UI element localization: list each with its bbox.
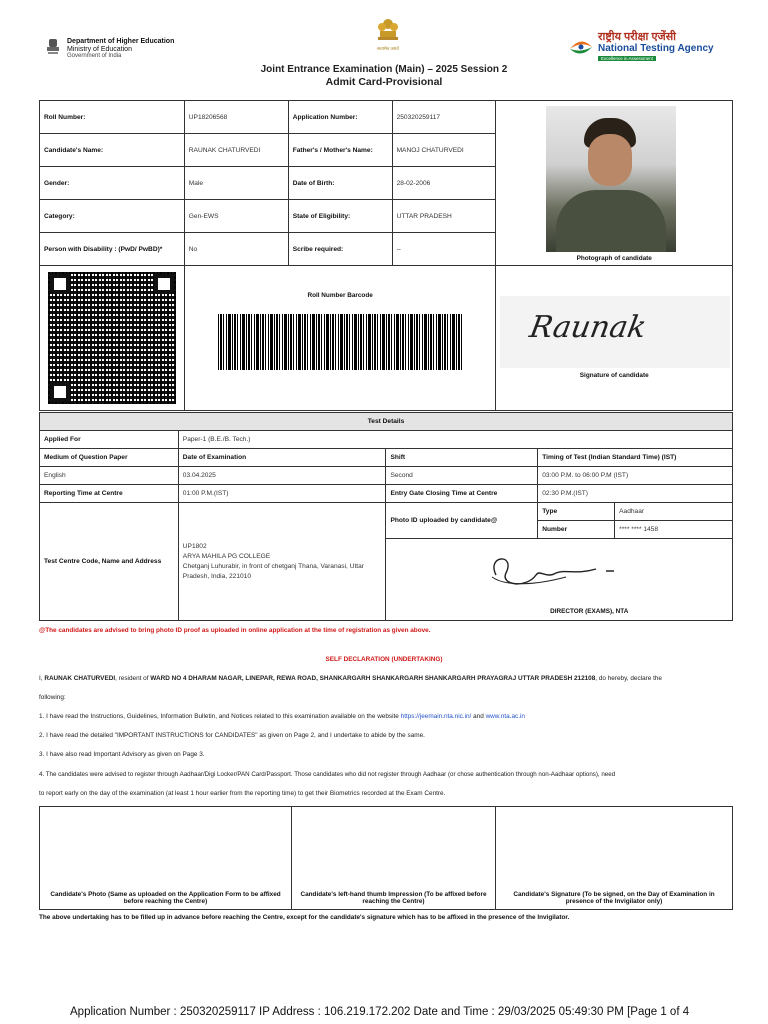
- timing-label: Timing of Test (Indian Standard Time) (IST): [538, 449, 733, 467]
- govt-name: Government of India: [67, 53, 122, 59]
- nta-tagline: Excellence in Assessment: [598, 56, 656, 61]
- undertaking-note: The above undertaking has to be filled up in advance before reaching the Centre, except for the candidate's signature which has to be affixed in the presence of the Invigilator.: [39, 914, 570, 921]
- photo-box-caption: Candidate's Photo (Same as uploaded on the Application Form to be affixed before reaching the Centre): [50, 891, 281, 905]
- state-label: State of Eligibility:: [288, 200, 392, 233]
- ministry-name: Ministry of Education: [67, 45, 132, 53]
- photo-box: [40, 807, 292, 909]
- category-label: Category:: [40, 200, 185, 233]
- undertaking-boxes: [39, 806, 733, 910]
- nta-logo: [568, 32, 714, 62]
- intro-text: I,: [39, 675, 45, 682]
- date-label: Date of Examination: [178, 449, 386, 467]
- parent-value: MANOJ CHATURVEDI: [392, 134, 496, 167]
- admit-card-title: Admit Card-Provisional: [325, 76, 443, 88]
- barcode-cell: [184, 266, 496, 411]
- name-value: RAUNAK CHATURVEDI: [184, 134, 288, 167]
- ashoka-lions-icon: [373, 18, 403, 44]
- scribe-value: --: [392, 233, 496, 266]
- applied-for-label: Applied For: [40, 431, 179, 449]
- intro-text-2: , resident of: [115, 675, 151, 682]
- shift-value: Second: [386, 467, 538, 485]
- point-1-text: 1. I have read the Instructions, Guidelines, Information Bulletin, and Notices related to this examination available on the website: [39, 713, 401, 720]
- declaration-point-3: 3. I have also read Important Advisory as given on Page 3.: [39, 751, 205, 758]
- pwd-label: Person with Disability : (PwD/ PwBD)*: [40, 233, 185, 266]
- gender-label: Gender:: [40, 167, 185, 200]
- application-value: 250320259117: [392, 101, 496, 134]
- nta-hindi-name: राष्ट्रीय परीक्षा एजेंसी: [598, 31, 676, 43]
- ministry-header: [45, 38, 174, 61]
- signature-text: Raunak: [527, 310, 650, 345]
- nta-link[interactable]: www.nta.ac.in: [485, 713, 525, 720]
- test-details-heading: Test Details: [40, 413, 733, 431]
- id-number-label: Number: [538, 521, 615, 539]
- medium-value: English: [40, 467, 179, 485]
- centre-label: Test Centre Code, Name and Address: [40, 503, 179, 621]
- intro-name: RAUNAK CHATURVEDI: [44, 675, 116, 682]
- date-value: 03.04.2025: [178, 467, 386, 485]
- declaration-following: following:: [39, 694, 66, 701]
- ashoka-emblem-icon: [45, 38, 61, 56]
- emblem-motto: सत्यमेव जयते: [377, 46, 399, 51]
- thumb-box: [292, 807, 496, 909]
- centre-code: UP1802: [182, 542, 207, 550]
- id-type-label: Type: [538, 503, 615, 521]
- centre-name: ARYA MAHILA PG COLLEGE: [182, 552, 271, 560]
- declaration-intro: [39, 674, 729, 683]
- gate-label: Entry Gate Closing Time at Centre: [386, 485, 538, 503]
- application-label: Application Number:: [288, 101, 392, 134]
- page-footer: Application Number : 250320259117 IP Address : 106.219.172.202 Date and Time : 29/03/2025 05:49:30 PM [Page 1 of 4: [70, 1006, 690, 1018]
- photo-id-label: Photo ID uploaded by candidate@: [386, 503, 538, 539]
- medium-label: Medium of Question Paper: [40, 449, 179, 467]
- roll-value: UP18206568: [184, 101, 288, 134]
- centre-address: Chetganj Luhurabir, in front of chetganj Thana, Varanasi, Uttar Pradesh, India, 221010: [182, 562, 364, 580]
- declaration-point-4b: to report early on the day of the examination (at least 1 hour earlier from the reporting time) to get their Biometrics recorded at the Exam Centre.: [39, 790, 446, 797]
- scribe-label: Scribe required:: [288, 233, 392, 266]
- declaration-point-4a: 4. The candidates were advised to register through Aadhaar/Digi Locker/PAN Card/Passport. Those candidates who did not register through Aadhaar (or chose authentication through non-Aadhaar options), need: [39, 771, 616, 778]
- exam-title: Joint Entrance Examination (Main) – 2025 Session 2: [260, 64, 508, 75]
- photo-id-notice: @The candidates are advised to bring photo ID proof as uploaded in online application at the time of registration as given above.: [39, 627, 431, 634]
- timing-value: 03:00 P.M. to 06:00 P.M (IST): [538, 467, 733, 485]
- intro-address: WARD NO 4 DHARAM NAGAR, LINEPAR, REWA ROAD, SHANKARGARH SHANKARGARH SHANKARGARH PRAYAGRAJ UTTAR PRADESH 212108: [150, 675, 596, 682]
- gender-value: Male: [184, 167, 288, 200]
- applied-for-value: Paper-1 (B.E./B. Tech.): [178, 431, 732, 449]
- reporting-label: Reporting Time at Centre: [40, 485, 179, 503]
- qr-cell: [40, 266, 185, 411]
- signature-box: [496, 807, 732, 909]
- category-value: Gen-EWS: [184, 200, 288, 233]
- roll-label: Roll Number:: [40, 101, 185, 134]
- reporting-value: 01:00 P.M.(IST): [178, 485, 386, 503]
- intro-text-3: , do hereby, declare the: [595, 675, 662, 682]
- gate-value: 02:30 P.M.(IST): [538, 485, 733, 503]
- qr-code: [48, 272, 176, 404]
- candidate-table: [39, 100, 733, 411]
- thumb-box-caption: Candidate's left-hand thumb Impression (To be affixed before reaching the Centre): [300, 891, 487, 905]
- signature-caption: Signature of candidate: [579, 372, 649, 379]
- photo-cell: [496, 101, 733, 266]
- roll-barcode: [218, 314, 464, 370]
- barcode-caption: Roll Number Barcode: [307, 292, 373, 299]
- parent-label: Father's / Mother's Name:: [288, 134, 392, 167]
- point-1-and: and: [471, 713, 486, 720]
- dept-name: Department of Higher Education: [67, 38, 175, 45]
- name-label: Candidate's Name:: [40, 134, 185, 167]
- nta-english-name: National Testing Agency: [598, 43, 714, 54]
- centre-details: [178, 503, 386, 621]
- state-value: UTTAR PRADESH: [392, 200, 496, 233]
- center-emblem: [373, 18, 403, 52]
- dob-value: 28-02-2006: [392, 167, 496, 200]
- id-type-value: Aadhaar: [615, 503, 733, 521]
- shift-label: Shift: [386, 449, 538, 467]
- jeemain-link[interactable]: https://jeemain.nta.nic.in/: [400, 713, 472, 720]
- nta-logo-icon: [568, 37, 594, 57]
- director-signature-icon: [476, 545, 636, 595]
- director-signature-cell: [386, 539, 733, 621]
- id-number-value: **** **** 1458: [615, 521, 733, 539]
- photo-caption: Photograph of candidate: [576, 255, 652, 262]
- director-label: DIRECTOR (EXAMS), NTA: [550, 608, 629, 615]
- candidate-photo: [546, 106, 676, 252]
- test-details-table: [39, 412, 733, 621]
- signature-cell: [496, 266, 733, 411]
- pwd-value: No: [184, 233, 288, 266]
- declaration-point-1: [39, 712, 729, 721]
- declaration-point-2: 2. I have read the detailed "IMPORTANT INSTRUCTIONS for CANDIDATES" as given on Page 2, and I undertake to abide by the same.: [39, 732, 425, 739]
- declaration-heading: SELF DECLARATION (UNDERTAKING): [325, 656, 443, 663]
- signature-box-caption: Candidate's Signature (To be signed, on the Day of Examination in presence of the Invigilator only): [513, 891, 715, 905]
- dob-label: Date of Birth:: [288, 167, 392, 200]
- candidate-signature: [500, 296, 730, 368]
